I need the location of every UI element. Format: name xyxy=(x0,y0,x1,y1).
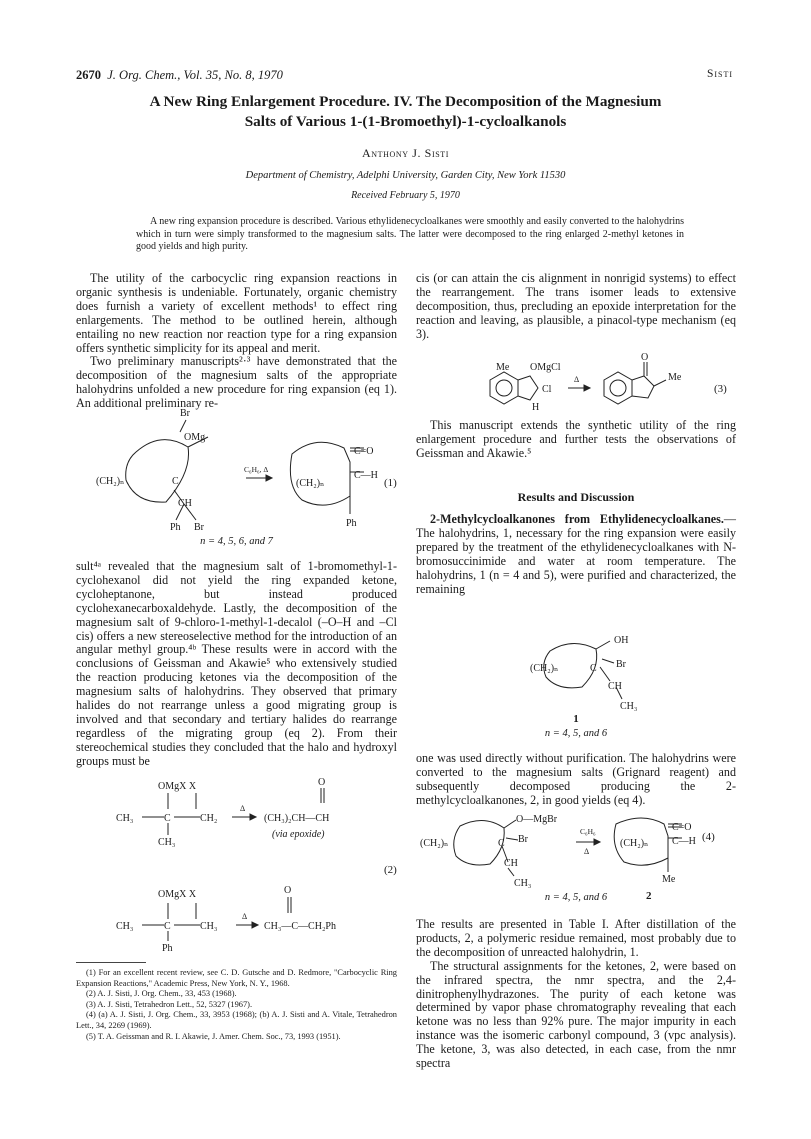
atom-label: C xyxy=(164,813,171,824)
section-heading: Results and Discussion xyxy=(517,490,635,504)
equation-4-scheme xyxy=(420,810,736,890)
eq4-caption: n = 4, 5, and 6 xyxy=(544,892,608,903)
atom-label: CH₃ xyxy=(116,813,134,824)
compound-2-label: 2 xyxy=(646,890,652,902)
structure-1 xyxy=(530,633,670,713)
paragraph: one was used directly without purification. The halohydrins were converted to the magnesium salts (Grignard reagent) and subsequently decomposed producing the 2-methylcycloalkanones, 2, in good yields (eq 4). xyxy=(416,751,736,807)
atom-label: CH₃ xyxy=(514,878,532,889)
atom-label: CH₃—C—CH₂Ph xyxy=(264,921,336,932)
atom-label: Ph xyxy=(170,522,181,533)
atom-label: (CH₂)ₙ xyxy=(420,838,449,849)
right-column-top xyxy=(416,272,736,342)
page-number: 2670 xyxy=(76,68,101,82)
atom-label: O xyxy=(284,885,292,896)
paragraph: The structural assignments for the ketones, 2, were based on the infrared spectra, the nmr spectra, and the 2,4-dinitrophenylhydrazones. The purity of each ketone was determined by vapor phase chromatography revealing that each ketone was no less than 92% pure. The major impurity in each instance was the isomeric carbonyl compound, 3 (vpc analysis). The ketone, 3, was also detected, in each case, from the nmr spectra xyxy=(416,958,736,1071)
atom-label: CH xyxy=(504,858,518,869)
atom-label: C=O xyxy=(672,822,692,833)
structure-1-label: 1 xyxy=(573,713,579,725)
ring-right xyxy=(290,442,350,505)
atom-label: O—MgBr xyxy=(516,814,558,825)
atom-label: CH₃ xyxy=(620,701,638,712)
paragraph: The utility of the carbocyclic ring expansion reactions in organic synthesis is undeniable. Fortunately, organic chemistry does furnish a variety of excellent methods¹ to effect ring enlargements. The method to be outlined herein, although entailing no new reaction nor reaction type for a ring expansion offers synthetic simplicity for its appeal and merit. xyxy=(76,271,397,355)
eq2-note: (via epoxide) xyxy=(272,829,325,840)
footnote: (1) For an excellent recent review, see C. D. Gutsche and D. Redmore, "Carbocyclic Ring Expansion Reactions," Academic Press, New York, N. Y., 1968. xyxy=(76,968,397,988)
affiliation: Department of Chemistry, Adelphi University, Garden City, New York 11530 xyxy=(245,170,566,181)
article-title xyxy=(60,92,751,132)
footnote: (2) A. J. Sisti, J. Org. Chem., 33, 453 (1968). xyxy=(86,989,237,999)
abstract: A new ring expansion procedure is described. Various ethylidenecycloalkanes were smoothly and easily converted to the halohydrins which in turn were simply transformed to the magnesium salts. The latter were decomposed to the ring enlarged 2-methyl ketones in good yields and high purity. xyxy=(136,216,684,252)
atom-label: (CH₂)ₙ xyxy=(296,478,325,489)
paragraph: This manuscript extends the synthetic utility of the ring enlargement procedure and further tests the observations of Geissman and Akawie.⁵ xyxy=(416,418,736,460)
atom-label: CH xyxy=(608,681,622,692)
atom-label: OH xyxy=(614,635,629,646)
running-head: Sisti xyxy=(706,68,733,80)
atom-label: C—H xyxy=(672,836,696,847)
atom-label: OMgX X xyxy=(158,889,197,900)
delta-label: Δ xyxy=(574,375,580,384)
paragraph xyxy=(416,513,736,596)
footnote-rule xyxy=(76,962,146,963)
received-date: Received February 5, 1970 xyxy=(351,190,460,201)
atom-label: Ph xyxy=(162,943,173,953)
paragraph: Two preliminary manuscripts²·³ have demonstrated that the decomposition of the magnesium salts of the appropriate halohydrins unfolded a new procedure for ring expansion (eq 1). An additional preliminary re- xyxy=(76,354,397,411)
atom-label: Me xyxy=(662,874,676,885)
atom-label: Br xyxy=(194,522,204,533)
atom-label: OMgX X xyxy=(158,781,197,792)
atom-label: (CH₂)ₙ xyxy=(530,663,559,674)
atom-label: Br xyxy=(180,408,190,419)
reagent-label: C₆H₆ xyxy=(580,827,596,836)
equation-number: (4) xyxy=(702,831,715,843)
right-column-bottom xyxy=(416,918,736,1071)
atom-label: Cl xyxy=(542,384,552,395)
running-header-left xyxy=(76,68,283,83)
atom-label: OMgCl xyxy=(530,362,561,373)
footnote: (3) A. J. Sisti, Tetrahedron Lett., 52, 5327 (1967). xyxy=(86,999,253,1009)
delta-label: Δ xyxy=(584,847,590,856)
atom-label: CH₂ xyxy=(200,813,218,824)
atom-label: C=O xyxy=(354,446,374,457)
benzene-ring-left xyxy=(490,372,518,404)
equation-number: (2) xyxy=(384,864,397,876)
equation-2-scheme xyxy=(96,773,406,953)
atom-label: CH₃ xyxy=(116,921,134,932)
reagent-label: C₆H₆, Δ xyxy=(244,465,269,474)
atom-label: CH₃ xyxy=(200,921,218,932)
paragraph: sult⁴ᵃ revealed that the magnesium salt of 1-bromomethyl-1-cyclohexanol did not yield the ring expanded ketone, cycloheptanone, but instead produced cyclohexanecarboxaldehyde. Lastly, the decomposition of the magnesium salt of 9-chloro-1-methyl-1-decalol (–O–H and –Cl cis) offers a new stereoselective method for the introduction of an angular methyl group.⁴ᵇ These results were in accord with the conclusions of Geissman and Akawie⁵ who extensively studied the reaction producing ketones via the decomposition of the magnesium salts of halohydrins. They observed that primary halides do not rearrange unless a good migrating group is involved and that secondary and tertiary halides do rearrange regardless of the migrating group (eq 2). From their stereochemical studies they concluded that the halo and hydroxyl groups must be xyxy=(76,559,397,768)
footnotes xyxy=(76,968,397,1042)
left-column-middle xyxy=(76,560,397,769)
atom-label: CH₃ xyxy=(158,837,176,848)
atom-label: Me xyxy=(668,372,682,383)
left-column-top xyxy=(76,272,397,411)
atom-label: Me xyxy=(496,362,510,373)
atom-label: H xyxy=(532,402,540,413)
footnote: (5) T. A. Geissman and R. I. Akawie, J. Amer. Chem. Soc., 73, 1993 (1951). xyxy=(86,1031,341,1041)
atom-label: C—H xyxy=(354,470,378,481)
equation-3-scheme xyxy=(470,350,740,420)
atom-label: Br xyxy=(518,834,528,845)
paragraph-text: —The halohydrins, 1, necessary for the ring expansion were easily prepared by the treatment of the ethylidenecycloalkanes with N-bromosuccinimide and water at room temperature. The halohydrins, 1 (n = 4 and 5), were purified and characterized, the remaining xyxy=(416,512,736,596)
atom-label: (CH₂)ₙ xyxy=(620,838,649,849)
journal-citation: J. Org. Chem., Vol. 35, No. 8, 1970 xyxy=(107,68,283,82)
paragraph: cis (or can attain the cis alignment in nonrigid systems) to effect the rearrangement. The trans isomer leads to extensive decomposition, thus, precluding an epoxide interpretation for the reaction and leaving, as plausible, a pinacol-type mechanism (eq 3). xyxy=(416,271,736,341)
atom-label: (CH₂)ₙ xyxy=(96,476,125,487)
title-line-2: Salts of Various 1-(1-Bromoethyl)-1-cycloalkanols xyxy=(244,113,567,130)
delta-label: Δ xyxy=(240,804,246,813)
equation-number: (3) xyxy=(714,383,727,395)
atom-label: OMg xyxy=(184,432,206,443)
footnote: (4) (a) A. J. Sisti, J. Org. Chem., 33, 3953 (1968); (b) A. J. Sisti and A. Vitale, Tetrahedron Lett., 34, 2269 (1969). xyxy=(76,1010,397,1030)
atom-label: CH xyxy=(178,498,192,509)
author: Anthony J. Sisti xyxy=(361,146,450,160)
delta-label: Δ xyxy=(242,912,248,921)
atom-label: (CH₃)₂CH—CH xyxy=(264,813,330,824)
atom-label: Br xyxy=(616,659,626,670)
eq1-caption: n = 4, 5, 6, and 7 xyxy=(200,536,273,547)
atom-label: Ph xyxy=(346,518,357,529)
atom-label: C xyxy=(172,476,179,487)
atom-label: C xyxy=(164,921,171,932)
atom-label: C xyxy=(590,663,597,674)
paragraph: The results are presented in Table I. After distillation of the products, 2, a polymeric residue remained, most probably due to the decomposition of unreacted halohydrin, 1. xyxy=(416,917,736,959)
atom-label: O xyxy=(641,352,649,363)
ring-left xyxy=(126,440,189,503)
right-column-grignard xyxy=(416,752,736,808)
right-column-results xyxy=(416,513,736,596)
subheading: 2-Methylcycloalkanones from Ethylidenecycloalkanes. xyxy=(430,512,724,526)
atom-label: C xyxy=(498,838,505,849)
atom-label: O xyxy=(318,777,326,788)
equation-1-scheme xyxy=(96,392,416,552)
structure-1-caption: n = 4, 5, and 6 xyxy=(544,728,608,739)
benzene-ring-right xyxy=(604,372,632,404)
title-line-1: A New Ring Enlargement Procedure. IV. The Decomposition of the Magnesium xyxy=(149,93,662,110)
right-column-mid xyxy=(416,419,736,461)
equation-number: (1) xyxy=(384,477,397,489)
